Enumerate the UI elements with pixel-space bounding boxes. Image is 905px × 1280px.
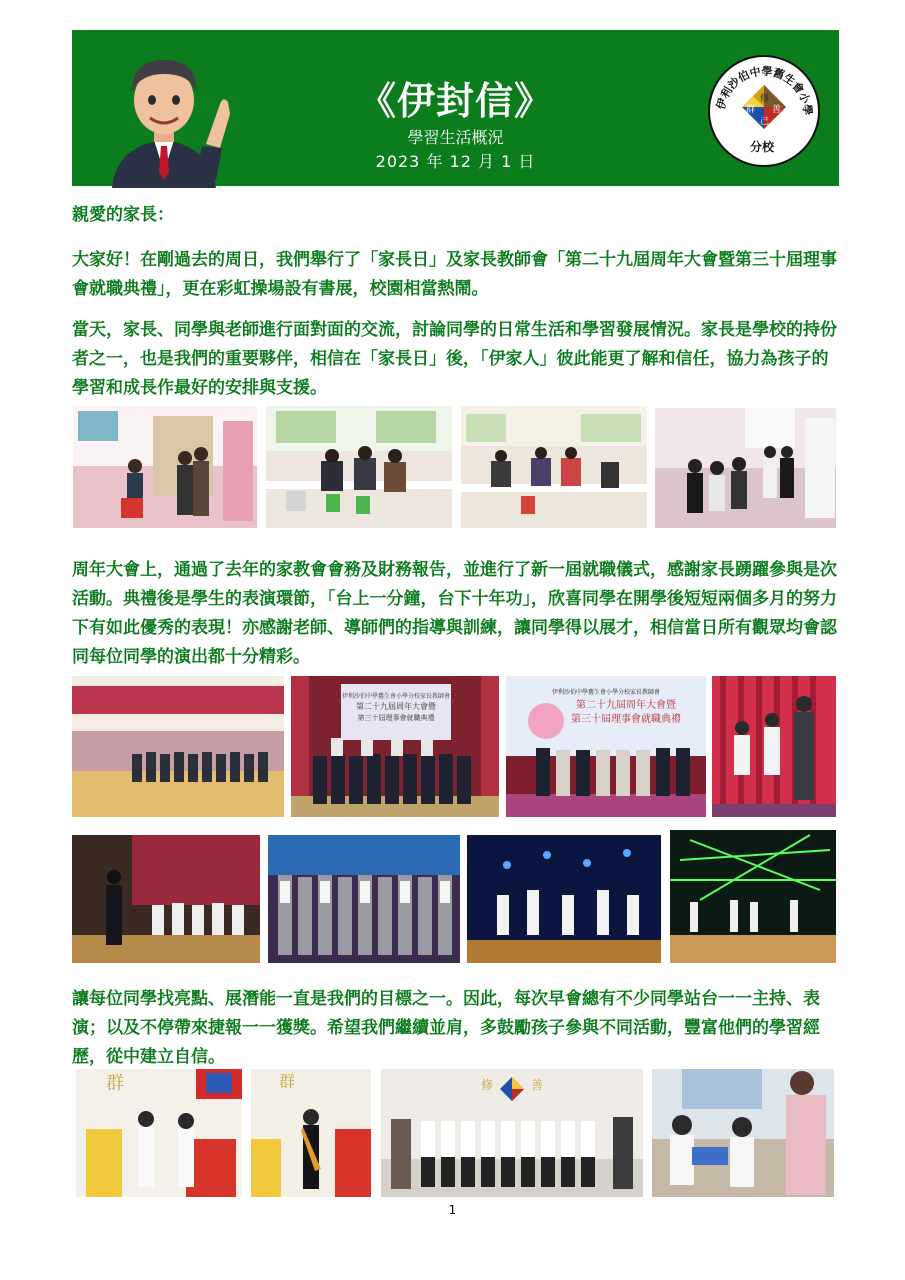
newsletter-date: 2023 年 12 月 1 日 <box>375 152 536 171</box>
photo-agm-group <box>291 676 499 817</box>
paragraph-communication: 當天，家長、同學與老師進行面對面的交流，討論同學的日常生活和學習發展情況。家長是學校的持份者之一，也是我們的重要夥伴，相信在「家長日」後，「伊家人」彼此能更了解和信任，協力為孩子的學習和成長作最好的安排與支援。 <box>72 320 837 398</box>
newsletter-subtitle: 學習生活概況 <box>407 128 504 147</box>
paragraph-student-potential: 讓每位同學找亮點、展潛能一直是我們的目標之一。因此，每次早會總有不少同學站台一一主持、表演；以及不停帶來捷報一一獲獎。希望我們繼續並肩，多鼓勵孩子參與不同活動，豐富他們的學習經歷，從中建立自信。 <box>72 989 820 1067</box>
svg-text:群: 群 <box>279 1072 296 1091</box>
photo-orchestra <box>72 835 260 963</box>
svg-text:第三十屆理事會就職典禮: 第三十屆理事會就職典禮 <box>357 714 435 722</box>
svg-text:第二十九屆周年大會暨: 第二十九屆周年大會暨 <box>356 702 436 711</box>
photo-hall-audience <box>72 676 284 817</box>
photo-classroom-tables <box>461 406 647 528</box>
svg-text:修: 修 <box>760 94 770 104</box>
svg-text:伊利沙伯中學舊生會小學: 伊利沙伯中學舊生會小學 <box>714 64 815 116</box>
svg-text:第三十屆理事會就職典禮: 第三十屆理事會就職典禮 <box>571 714 681 725</box>
photo-corridor-parents <box>73 406 257 528</box>
svg-text:善: 善 <box>772 105 782 115</box>
photo-dance-stage <box>467 835 661 963</box>
svg-text:群: 群 <box>746 105 756 115</box>
photo-laser-dance <box>670 830 836 963</box>
letter-greeting: 親愛的家長： <box>72 205 174 225</box>
svg-text:群: 群 <box>106 1073 124 1094</box>
photo-corridor-students <box>655 408 836 528</box>
paragraph-agm: 周年大會上，通過了去年的家教會會務及財務報告，並進行了新一屆就職儀式，感謝家長踴躍參與是次活動。典禮後是學生的表演環節，「台上一分鐘，台下十年功」，欣喜同學在開學後短短兩個多月的努力下有如此優秀的表現！亦感謝老師、導師們的指導與訓練，讓同學得以展才，相信當日所有觀眾均會認同每位同學的演出都十分精彩。 <box>72 560 837 667</box>
photo-student-hosts-assembly <box>76 1069 242 1197</box>
photo-students-outdoor <box>652 1069 834 1197</box>
svg-text:己: 己 <box>760 117 770 127</box>
newsletter-header <box>72 30 839 186</box>
photo-choir <box>268 835 460 963</box>
svg-text:分校: 分校 <box>750 140 775 154</box>
photo-classroom-meeting <box>266 406 452 528</box>
svg-text:修: 修 <box>481 1078 494 1092</box>
photo-award-group <box>381 1069 643 1197</box>
svg-text:伊利沙伯中學舊生會小學分校家長教師會: 伊利沙伯中學舊生會小學分校家長教師會 <box>341 693 451 700</box>
photo-student-award-sash <box>251 1069 371 1197</box>
newsletter-title: 《伊封信》 <box>357 79 553 123</box>
svg-text:伊利沙伯中學舊生會小學分校家長教師會: 伊利沙伯中學舊生會小學分校家長教師會 <box>551 689 661 696</box>
photo-stage-committee <box>506 676 706 817</box>
svg-text:第二十九屆周年大會暨: 第二十九屆周年大會暨 <box>576 700 676 711</box>
school-logo <box>708 55 820 167</box>
paragraph-parents-day: 大家好！在剛過去的周日，我們舉行了「家長日」及家長教師會「第二十九屆周年大會暨第三十屆理事會就職典禮」，更在彩虹操場設有書展，校園相當熱鬧。 <box>72 250 837 299</box>
page-number: 1 <box>448 1203 457 1217</box>
svg-text:善: 善 <box>531 1078 544 1092</box>
photo-student-hosts <box>712 676 836 817</box>
